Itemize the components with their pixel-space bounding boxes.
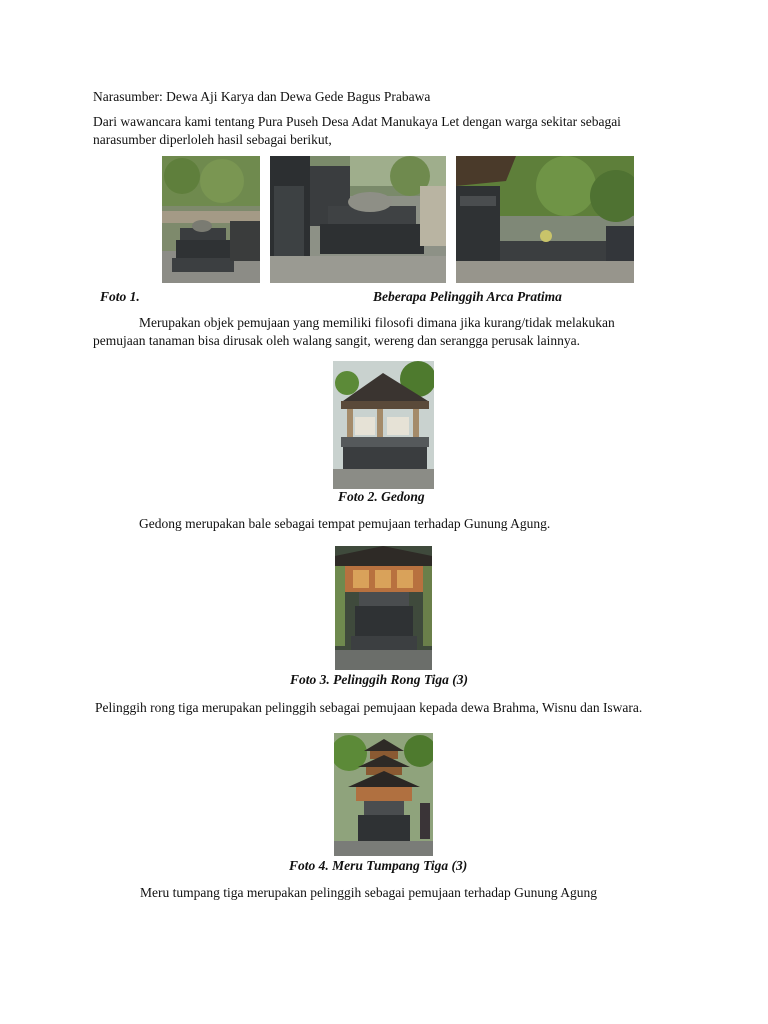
foto1-desc-line-2: pemujaan tanaman bisa dirusak oleh walang sangit, wereng dan serangga perusak lainnya.: [93, 333, 580, 348]
foto1-title: Beberapa Pelinggih Arca Pratima: [373, 289, 562, 304]
foto4-caption: Foto 4. Meru Tumpang Tiga (3): [289, 858, 468, 873]
foto3-desc: Pelinggih rong tiga merupakan pelinggih sebagai pemujaan kepada dewa Brahma, Wisnu dan Iswara.: [95, 700, 643, 715]
foto2-caption: Foto 2. Gedong: [338, 489, 425, 504]
foto4-desc: Meru tumpang tiga merupakan pelinggih sebagai pemujaan terhadap Gunung Agung: [140, 885, 598, 900]
narasumber-line: Narasumber: Dewa Aji Karya dan Dewa Gede Bagus Prabawa: [93, 89, 431, 104]
intro-line-1: Dari wawancara kami tentang Pura Puseh Desa Adat Manukaya Let dengan warga sekitar sebagai: [93, 114, 621, 129]
photo-arca-pratima-2: [270, 156, 446, 283]
photo-gedong: [333, 361, 434, 489]
photo-pelinggih-rong-tiga: [335, 546, 432, 670]
intro-line-2: narasumber diperloleh hasil sebagai berikut,: [93, 132, 332, 147]
photo-arca-pratima-1: [162, 156, 260, 283]
photo-arca-pratima-3: [456, 156, 634, 283]
foto1-label: Foto 1.: [100, 289, 140, 304]
foto2-desc: Gedong merupakan bale sebagai tempat pemujaan terhadap Gunung Agung.: [139, 516, 551, 531]
foto3-caption: Foto 3. Pelinggih Rong Tiga (3): [290, 672, 469, 687]
foto1-desc-line-1: Merupakan objek pemujaan yang memiliki filosofi dimana jika kurang/tidak melakukan: [139, 315, 615, 330]
photo-meru-tumpang-tiga: [334, 733, 433, 856]
